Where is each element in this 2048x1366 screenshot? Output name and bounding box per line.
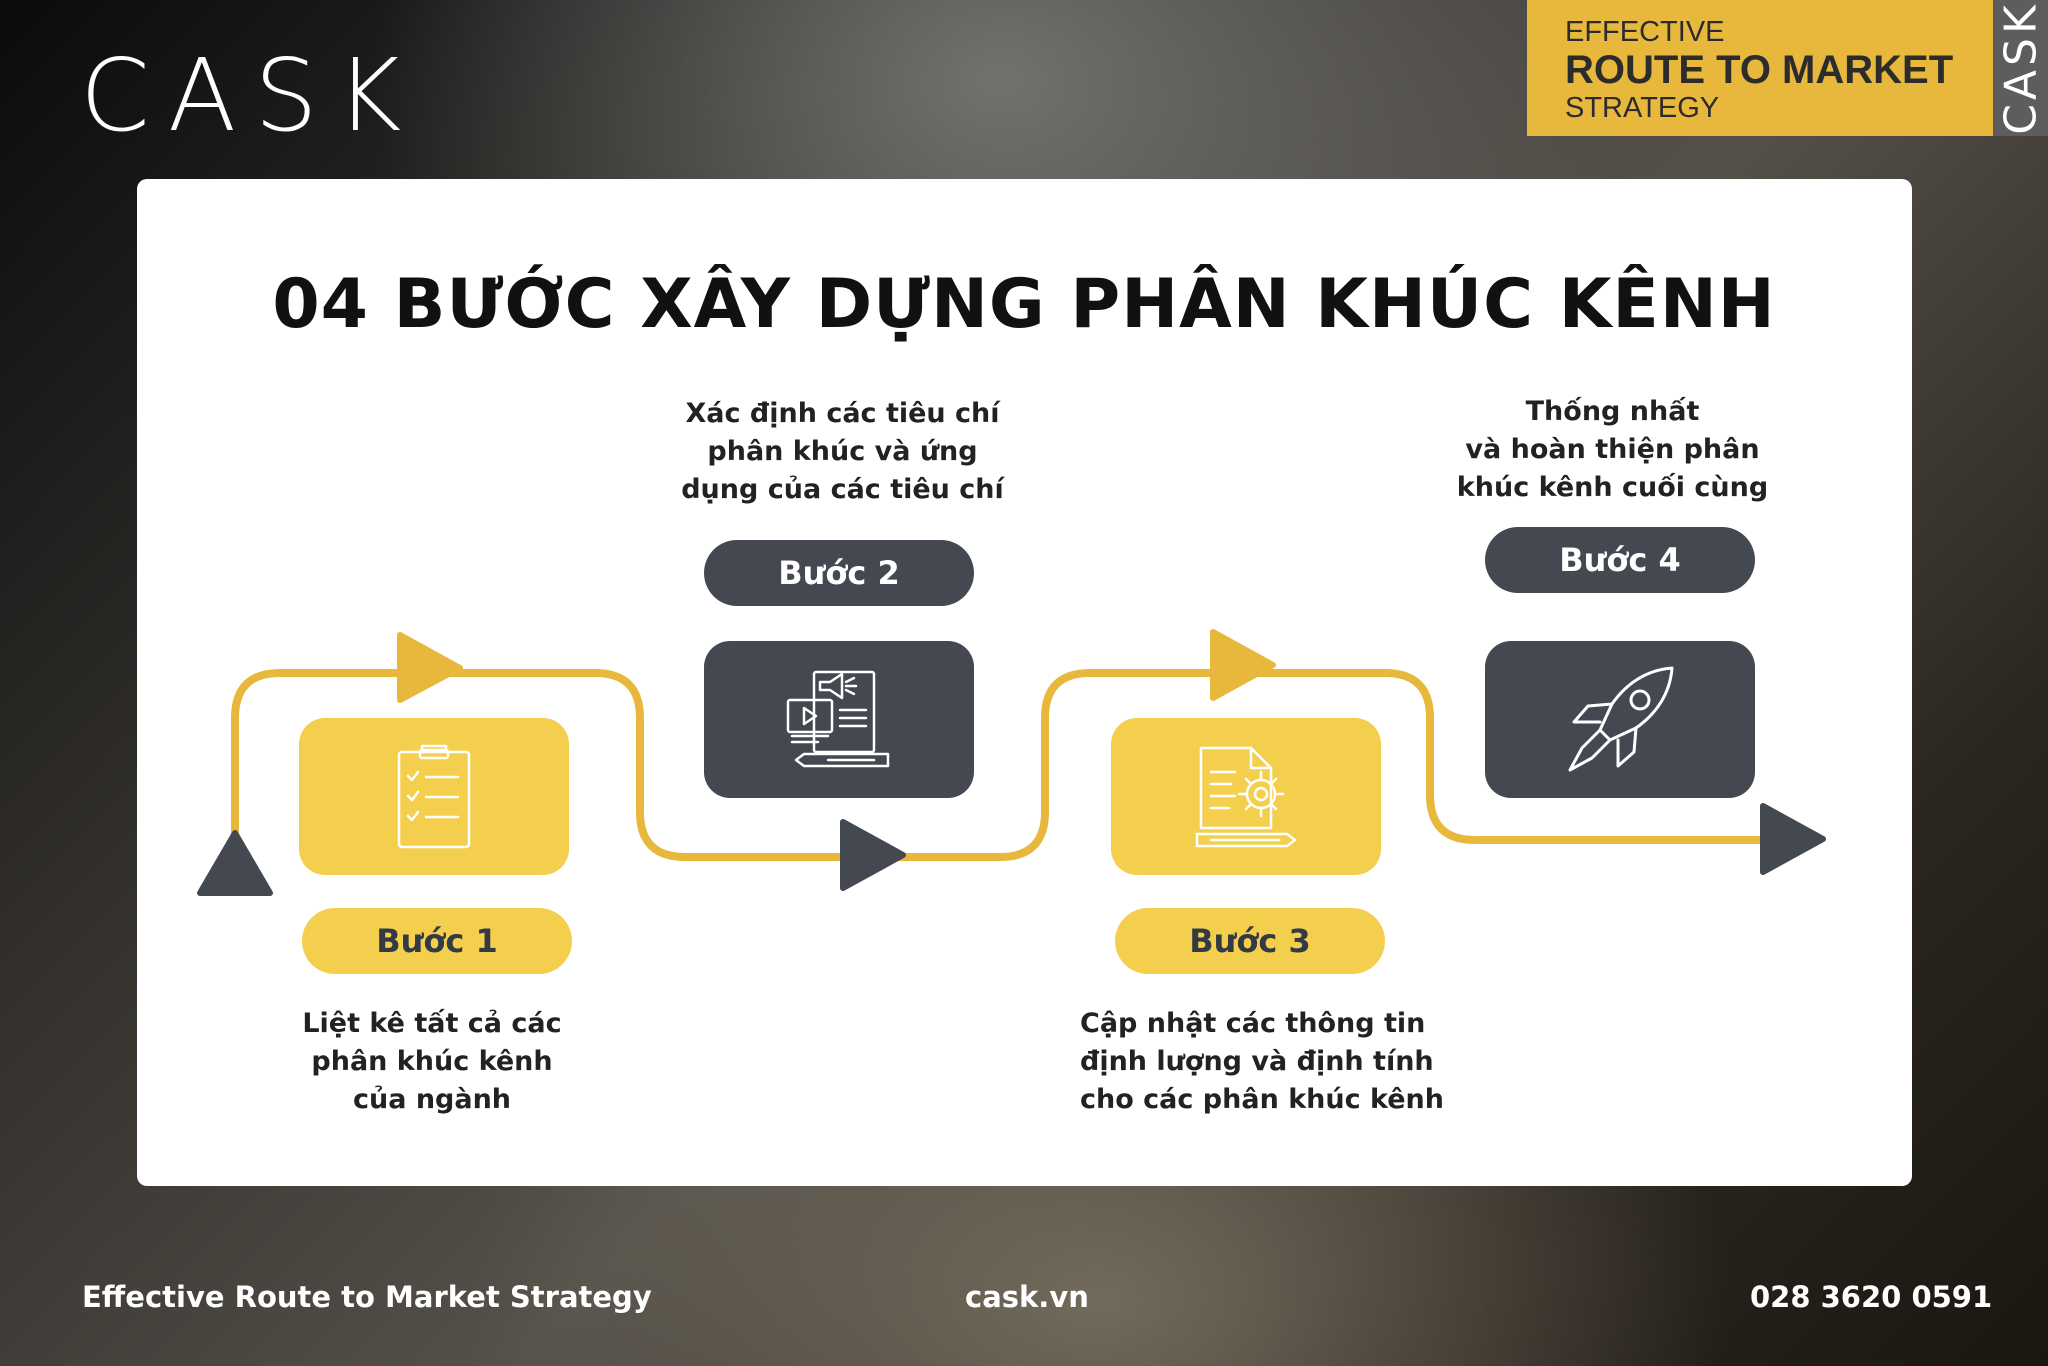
rocket-icon [1560,660,1680,780]
footer-website-link[interactable]: cask.vn [965,1280,1089,1314]
start-arrow-up [200,833,270,893]
badge-line-route: ROUTE TO MARKET [1565,48,1954,92]
badge-line-effective: EFFECTIVE [1565,16,1725,48]
step-4-description: Thống nhất và hoàn thiện phân khúc kênh cuối cùng [1456,396,1769,503]
step-1-description: Liệt kê tất cả các phân khúc kênh của ngành [302,1008,562,1115]
arrow-right-1 [400,635,460,700]
step-2-label: Bước 2 [704,540,974,606]
step-4-icon-box [1485,641,1755,798]
step-1-icon-box [299,718,569,875]
cask-logo: CASK [80,37,420,154]
footer-tagline: Effective Route to Market Strategy [82,1280,652,1314]
arrow-right-2 [843,822,903,888]
marketing-document-icon [784,670,894,770]
document-gear-icon [1191,742,1301,852]
page-title: 04 BƯỚC XÂY DỰNG PHÂN KHÚC KÊNH [272,265,1776,344]
clipboard-checklist-icon [394,742,474,852]
step-3-description: Cập nhật các thông tin định lượng và định tính cho các phân khúc kênh [1080,1008,1444,1115]
step-2-icon-box [704,641,974,798]
step-3-label: Bước 3 [1115,908,1385,974]
step-1-label: Bước 1 [302,908,572,974]
step-2-description: Xác định các tiêu chí phân khúc và ứng dụng của các tiêu chí [681,398,1004,505]
badge-side-text: CASK [1995,1,2046,135]
badge-line-strategy: STRATEGY [1565,92,1720,124]
step-3-icon-box [1111,718,1381,875]
footer-phone[interactable]: 028 3620 0591 [1750,1280,1993,1314]
step-4-label: Bước 4 [1485,527,1755,593]
arrow-right-end [1763,806,1823,872]
arrow-right-3 [1213,632,1273,698]
